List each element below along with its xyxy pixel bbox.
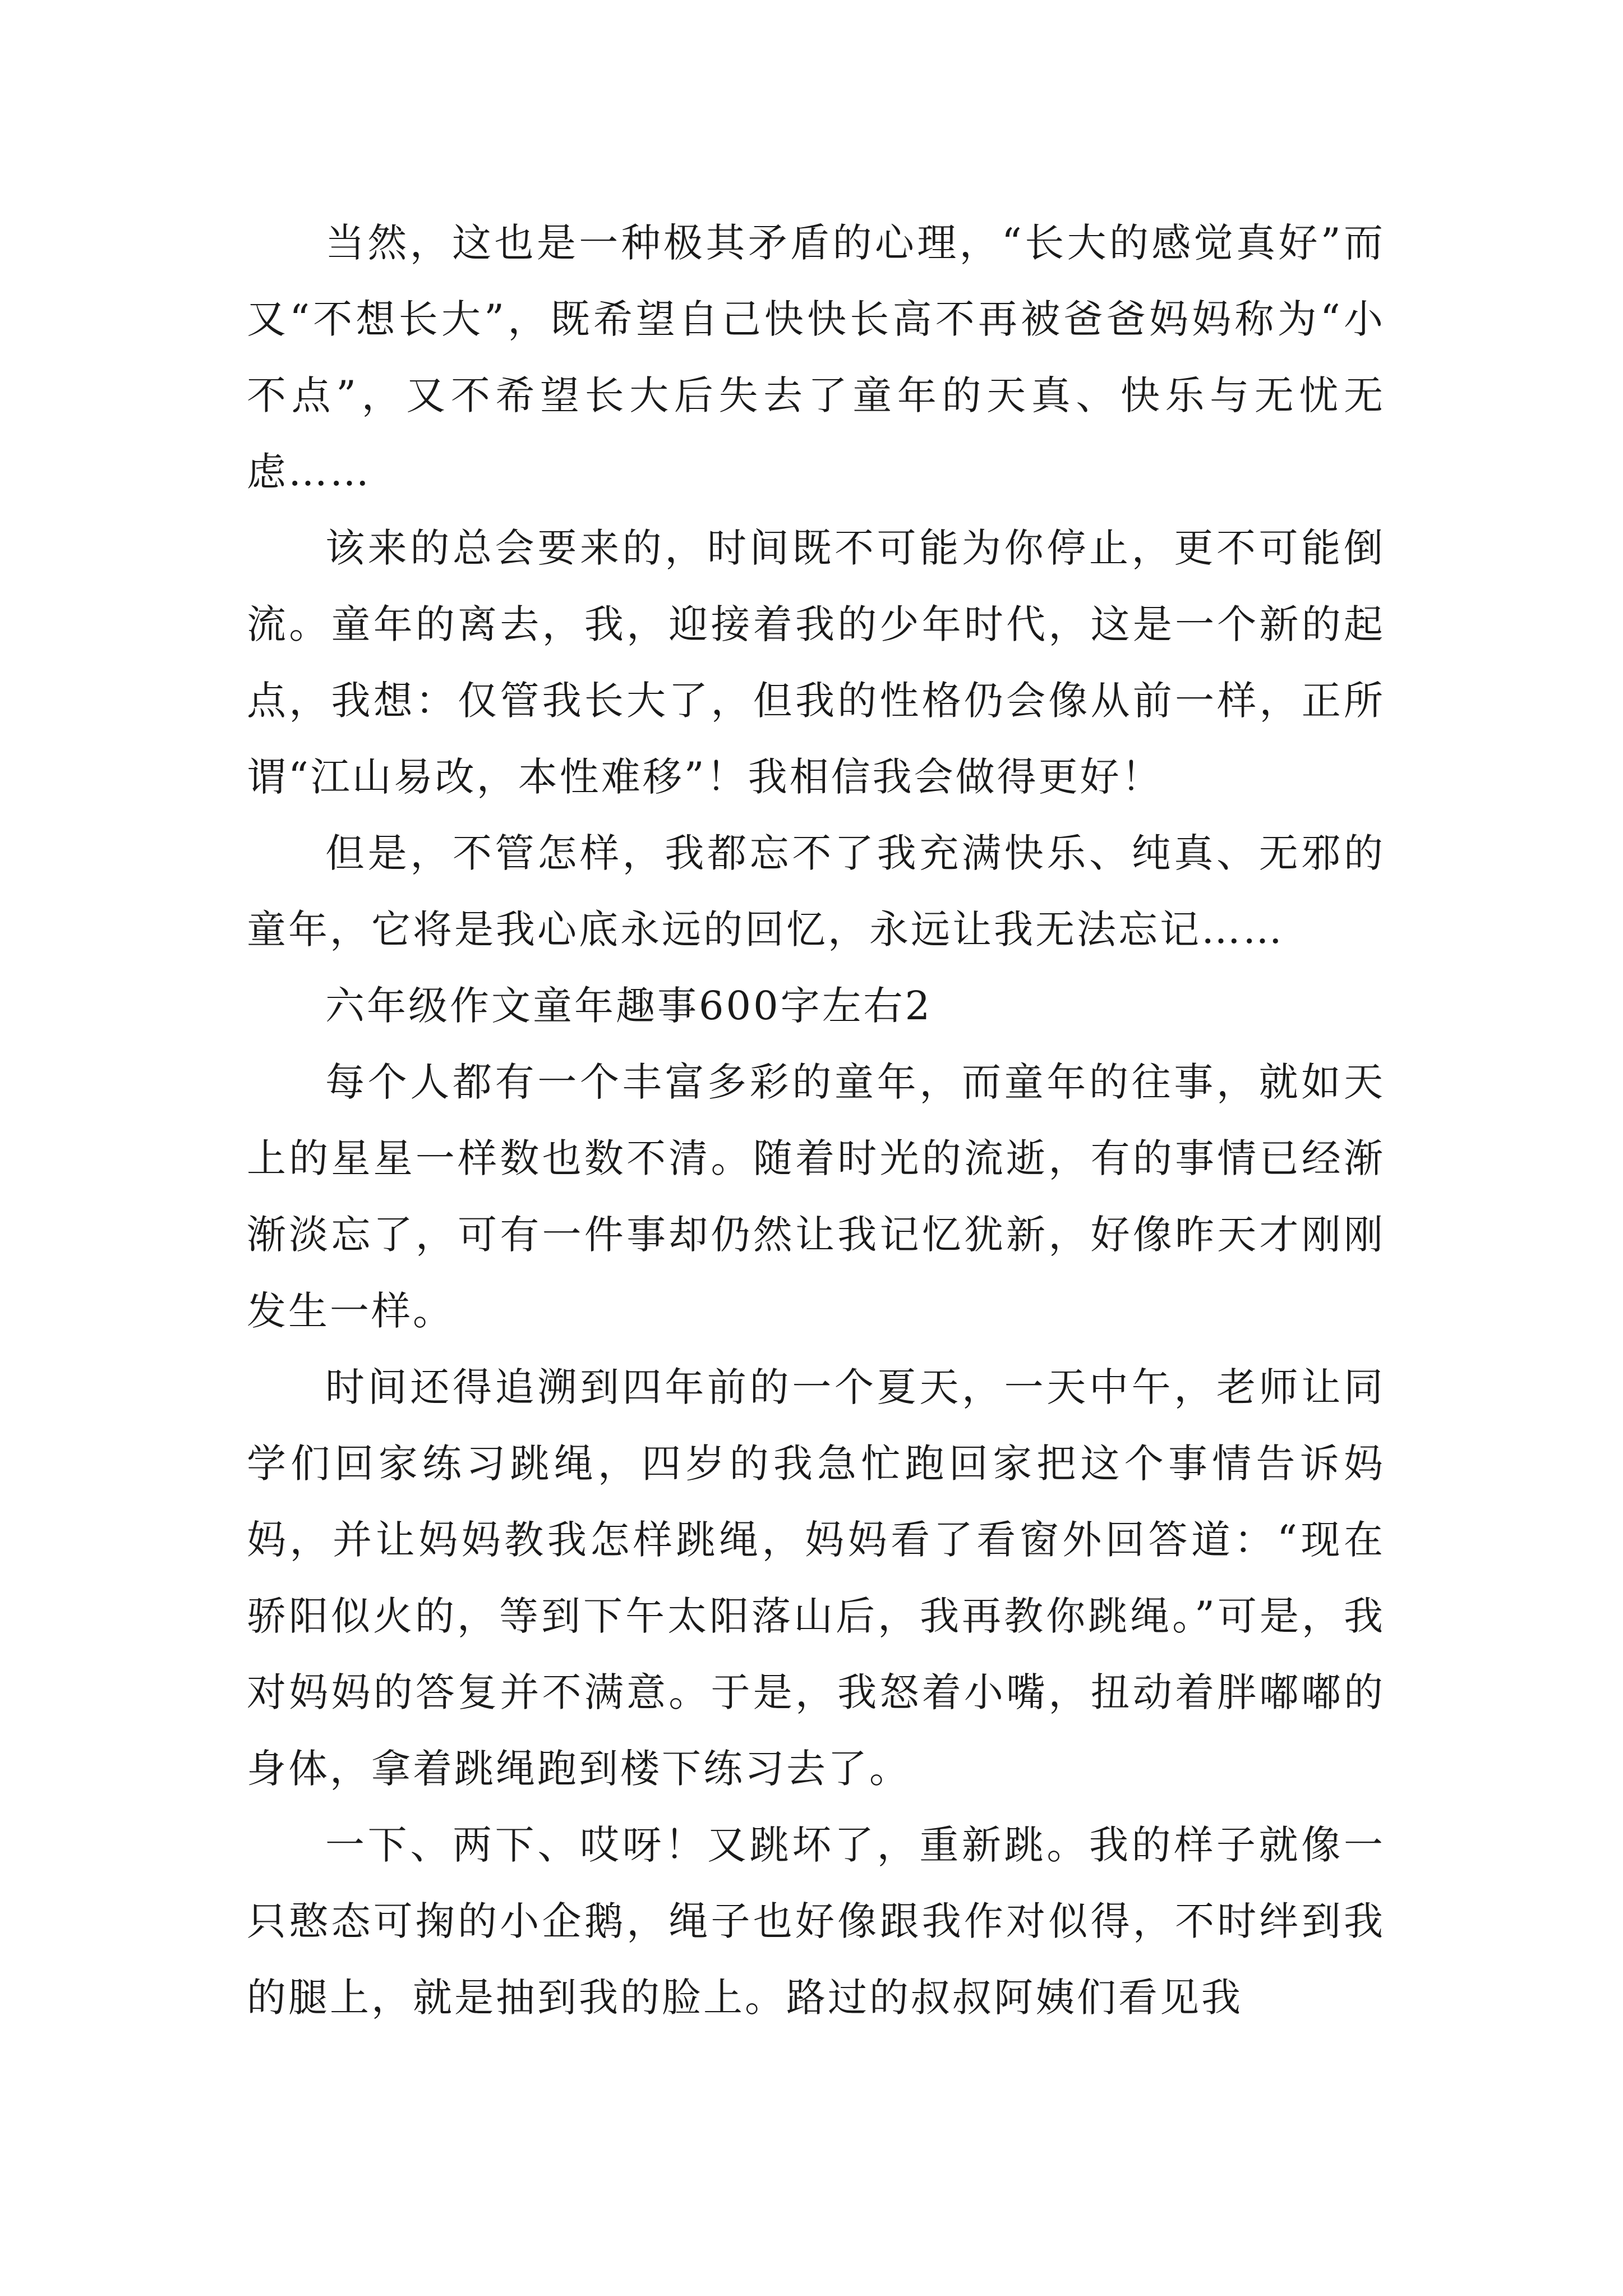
paragraph: 时间还得追溯到四年前的一个夏天，一天中午，老师让同学们回家练习跳绳，四岁的我急忙跑回家把这个事情告诉妈妈，并让妈妈教我怎样跳绳，妈妈看了看窗外回答道：“现在骄阳似火的，等到下午太阳落山后，我再教你跳绳。”可是，我对妈妈的答复并不满意。于是，我怒着小嘴，扭动着胖嘟嘟的身体，拿着跳绳跑到楼下练习去了。: [247, 1364, 1385, 1792]
paragraph: 该来的总会要来的，时间既不可能为你停止，更不可能倒流。童年的离去，我，迎接着我的少年时代，这是一个新的起点，我想：仅管我长大了，但我的性格仍会像从前一样，正所谓“江山易改，本性难移”！我相信我会做得更好！: [247, 525, 1385, 800]
section-title: 六年级作文童年趣事600字左右2: [325, 983, 933, 1029]
paragraph: 每个人都有一个丰富多彩的童年，而童年的往事，就如天上的星星一样数也数不清。随着时光的流逝，有的事情已经渐渐淡忘了，可有一件事却仍然让我记忆犹新，好像昨天才刚刚发生一样。: [247, 1059, 1385, 1334]
paragraph: 一下、两下、哎呀！又跳坏了，重新跳。我的样子就像一只憨态可掬的小企鹅，绳子也好像跟我作对似得，不时绊到我的腿上，就是抽到我的脸上。路过的叔叔阿姨们看见我: [247, 1822, 1385, 2021]
paragraph: 但是，不管怎样，我都忘不了我充满快乐、纯真、无邪的童年，它将是我心底永远的回忆，永远让我无法忘记……: [247, 830, 1385, 953]
document-body: [247, 205, 1385, 2036]
paragraph: 当然，这也是一种极其矛盾的心理，“长大的感觉真好”而又“不想长大”，既希望自己快快长高不再被爸爸妈妈称为“小不点”，又不希望长大后失去了童年的天真、快乐与无忧无虑……: [247, 220, 1385, 495]
